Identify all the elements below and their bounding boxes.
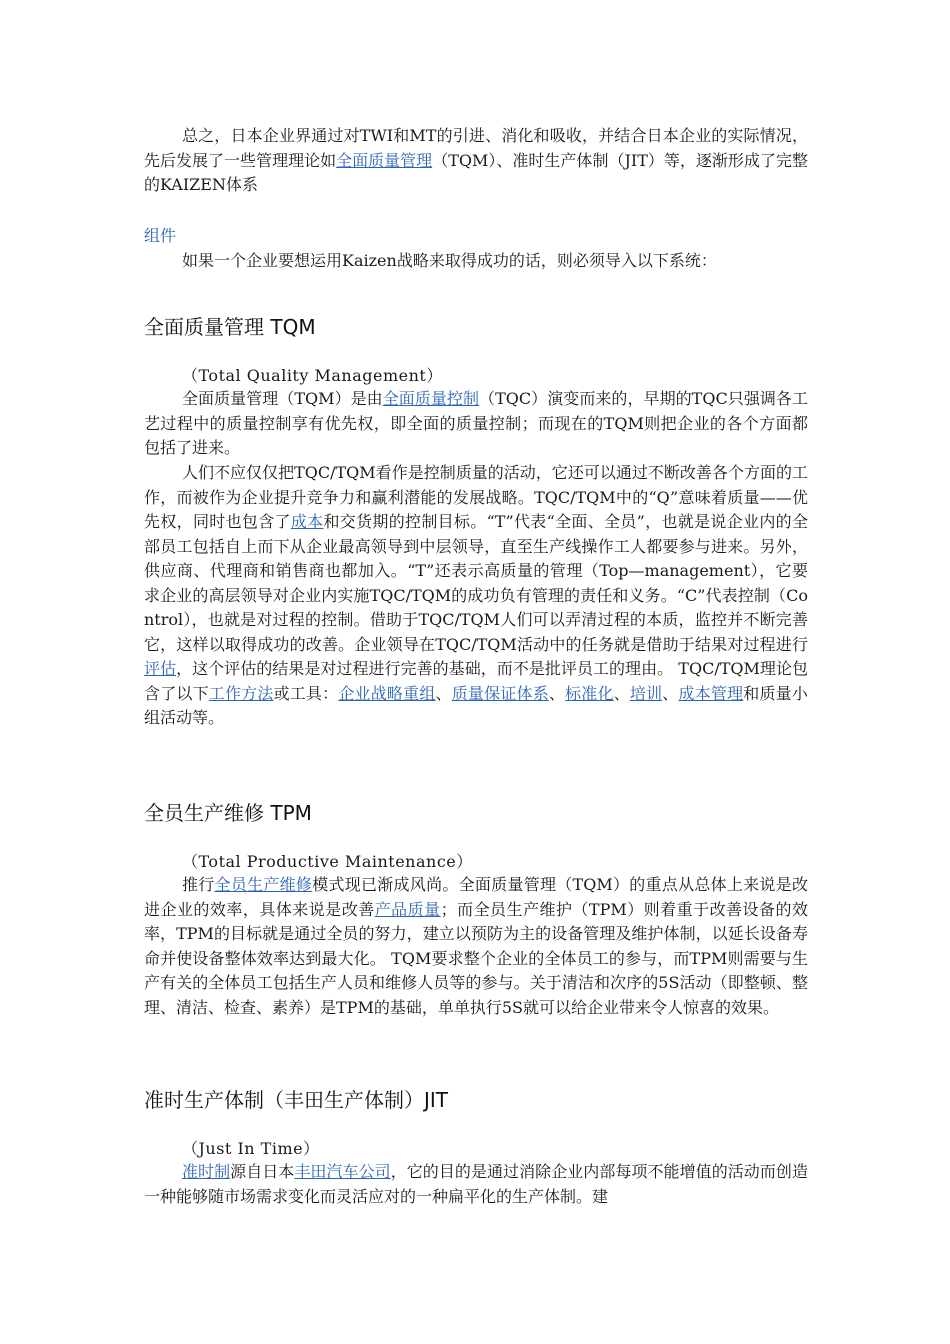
text-run: 或工具： — [273, 683, 339, 703]
link-tpm[interactable]: 全员生产维修 — [214, 875, 313, 894]
separator: 、 — [435, 683, 452, 703]
text-run: 总之，日本企业界通过对TWI和MT的引进、消化和吸收，并结合日本企业的实际情况，先后发展了一些管理理论如 — [144, 126, 808, 170]
tpm-heading: 全员生产维修 TPM — [144, 801, 312, 825]
link-standardization[interactable]: 标准化 — [565, 683, 614, 703]
tqm-paragraph-1 — [144, 387, 808, 461]
text-run: 和交货期的控制目标。“T”代表“全面、全员”，也就是说企业内的全部员工包括自上而下从企业最高领导到中层领导，直至生产线操作工人都要参与进来。另外，供应商、代理商和销售商也都加入。“T”还表示高质量的管理（Top—management），它要求企业的高层领导对企业内实施TQC/TQM的成功负有管理的责任和义务。“C”代表控制（Control），也就是对过程的控制。借助于TQC/TQM人们可以弄清过程的本质，监控并不断完善它，这样以取得成功的改善。企业领导在TQC/TQM活动中的任务就是借助于结果对过程进行 — [144, 512, 808, 654]
separator: 、 — [662, 683, 679, 703]
components-paragraph: 如果一个企业要想运用Kaizen战略来取得成功的话，则必须导入以下系统： — [182, 251, 717, 270]
jit-subtitle: （Just In Time） — [182, 1139, 320, 1158]
link-training[interactable]: 培训 — [629, 683, 663, 703]
text-run: （TQM）、准时生产体制（JIT）等，逐渐形成了完整的KAIZEN体系 — [144, 150, 808, 194]
text-run: 人们不应仅仅把TQC/TQM看作是控制质量的活动，它还可以通过不断改善各个方面的工作，而被作为企业提升竞争力和赢利潜能的发展战略。TQC/TQM中的“Q”意味着质量——优先权，同时也包含了 — [144, 463, 808, 531]
tpm-paragraph-1 — [144, 873, 808, 1020]
text-run: 模式现已渐成风尚。全面质量管理（TQM）的重点从总体上来说是改进企业的效率，具体来说是改善 — [144, 875, 808, 919]
tqm-subtitle: （Total Quality Management） — [182, 366, 443, 385]
text-run: 推行 — [182, 875, 215, 894]
jit-paragraph-1 — [144, 1160, 808, 1209]
link-jit[interactable]: 准时制 — [182, 1162, 231, 1181]
components-label[interactable] — [144, 224, 808, 249]
text-run: 全面质量管理（TQM）是由 — [182, 389, 383, 408]
link-cost-management[interactable]: 成本管理 — [678, 683, 744, 703]
link-evaluation[interactable]: 评估 — [144, 659, 177, 678]
components-link[interactable]: 组件 — [144, 226, 177, 245]
link-tqm[interactable]: 全面质量管理 — [336, 150, 433, 170]
tqm-heading: 全面质量管理 TQM — [144, 315, 316, 339]
text-run: ，这个评估的结果是对过程进行完善的基础，而不是批评员工的理由。 TQC/TQM理论包含了以下 — [144, 659, 808, 703]
tqm-paragraph-2 — [144, 461, 808, 731]
text-run: ，它的目的是通过消除企业内部每项不能增值的活动而创造一种能够随市场需求变化而灵活应对的一种扁平化的生产体制。建 — [144, 1162, 808, 1206]
link-work-method[interactable]: 工作方法 — [208, 683, 274, 703]
separator: 、 — [548, 683, 566, 703]
separator: 、 — [613, 683, 630, 703]
link-cost[interactable]: 成本 — [290, 512, 324, 531]
text-run: ；而全员生产维护（TPM）则着重于改善设备的效率，TPM的目标就是通过全员的努力，建立以预防为主的设备管理及维护体制，以延长设备寿命并使设备整体效率达到最大化。 TQM要求整个企业的全体员工的参与，而TPM则需要与生产有关的全体员工包括生产人员和维修人员等的参与。关于清洁和次序的5S活动（即整顿、整理、清洁、检查、素养）是TPM的基础，单单执行5S就可以给企业带来令人惊喜的效果。 — [144, 899, 808, 1017]
link-product-quality[interactable]: 产品质量 — [374, 899, 441, 919]
link-quality-system[interactable]: 质量保证体系 — [451, 683, 549, 703]
link-strategy-reorg[interactable]: 企业战略重组 — [338, 683, 436, 703]
jit-heading: 准时生产体制（丰田生产体制）JIT — [144, 1088, 449, 1112]
link-toyota[interactable]: 丰田汽车公司 — [294, 1162, 391, 1181]
tpm-subtitle: （Total Productive Maintenance） — [182, 852, 473, 871]
text-run: 和质量小组活动等。 — [144, 683, 808, 727]
text-run: 源自日本 — [230, 1162, 295, 1181]
text-run: （TQC）演变而来的，早期的TQC只强调各工艺过程中的质量控制享有优先权，即全面的质量控制；而现在的TQM则把企业的各个方面都包括了进来。 — [144, 389, 808, 457]
link-tqc[interactable]: 全面质量控制 — [382, 389, 480, 408]
intro-paragraph — [144, 124, 808, 198]
